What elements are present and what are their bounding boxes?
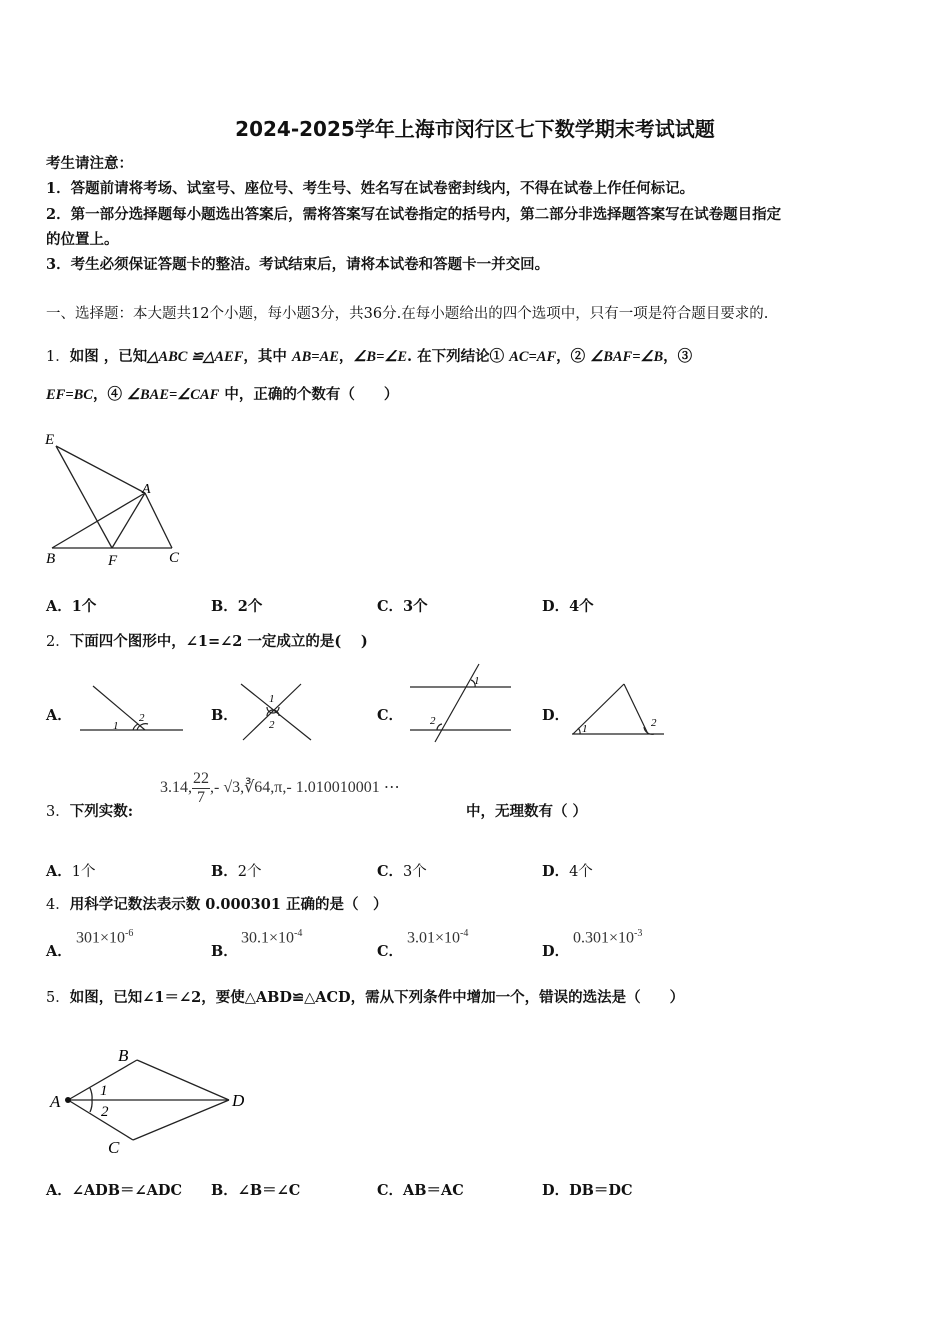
- q4-option-a-value[interactable]: [76, 928, 133, 947]
- page-title: 2024-2025学年上海市闵行区七下数学期末考试试题: [235, 117, 715, 141]
- q2-text: 下面四个图形中，∠1=∠2 一定成立的是( ): [69, 633, 368, 650]
- q1-math: ∠BAF=∠B: [590, 349, 664, 365]
- label-F: F: [108, 553, 118, 569]
- q2-option-b[interactable]: B．: [211, 707, 238, 724]
- q2b-angle-1: 1: [269, 693, 275, 705]
- option-letter: A．: [46, 863, 72, 880]
- sci-exponent: -4: [460, 928, 469, 939]
- q5-option-b[interactable]: B．∠B＝∠C: [211, 1182, 301, 1199]
- q1-math: AB=AE: [291, 349, 339, 365]
- sci-exponent: -4: [294, 928, 303, 939]
- q1-text: ，②: [556, 348, 591, 365]
- q2c-angle-1: 1: [474, 675, 480, 687]
- q1-text: ，: [338, 348, 354, 365]
- label-A: A: [142, 482, 151, 497]
- notice-item-2: 2．第一部分选择题每小题选出答案后，需将答案写在试卷指定的括号内，第二部分非选择题答案写在试卷题目指定: [46, 206, 782, 223]
- q3-option-c[interactable]: [377, 860, 427, 881]
- q3-num: 3．: [46, 804, 70, 820]
- sci-base: 301×10: [76, 929, 126, 947]
- q4-option-d-letter[interactable]: D．: [542, 943, 570, 960]
- q2c-angle-2: 2: [430, 715, 436, 727]
- question-2: [46, 630, 368, 651]
- sci-exponent: -6: [125, 928, 134, 939]
- q5-text: 如图，已知∠1＝∠2，要使△ABD≌△ACD，需从下列条件中增加一个，错误的选法是（ ）: [69, 989, 685, 1006]
- option-value: 2个: [237, 864, 262, 880]
- q1-text: ，③: [663, 348, 693, 365]
- question-1-line-1: [46, 345, 692, 366]
- q1-text: 如图 ，已知: [69, 348, 148, 365]
- q5-kite-figure: [44, 1040, 259, 1160]
- label-D: D: [232, 1091, 245, 1110]
- q2d-angle-1: 1: [582, 723, 588, 735]
- section-heading: 一、选择题：本大题共12个小题，每小题3分，共36分.在每小题给出的四个选项中，只有一项是符合题目要求的.: [46, 306, 769, 322]
- q4-text: 用科学记数法表示数 0.000301 正确的是（ ）: [69, 896, 388, 913]
- q3-suffix: 中，无理数有（ ）: [466, 803, 588, 820]
- label-B: B: [118, 1046, 129, 1065]
- notice-item-3: 3．考生必须保证答题卡的整洁。考试结束后，请将本试卷和答题卡一并交回。: [46, 256, 550, 273]
- q1-math: EF=BC: [46, 387, 93, 403]
- q4-option-b-letter[interactable]: B．: [211, 943, 238, 960]
- angle-1: 1: [100, 1083, 108, 1099]
- q3-option-d[interactable]: [542, 860, 593, 881]
- q2-figure-a: [75, 680, 187, 740]
- q3-number-list: [160, 770, 400, 806]
- option-value: 1个: [71, 864, 96, 880]
- angle-2: 2: [101, 1104, 109, 1120]
- option-letter: D．: [542, 863, 570, 880]
- q1-option-b[interactable]: B．2个: [211, 598, 263, 615]
- q4-option-b-value[interactable]: [241, 928, 302, 947]
- question-5: [46, 986, 684, 1007]
- q5-num: 5．: [46, 990, 70, 1006]
- q1-option-c[interactable]: C．3个: [377, 598, 428, 615]
- q2-option-d[interactable]: D．: [542, 707, 570, 724]
- label-A: A: [50, 1092, 61, 1111]
- q2-num: 2．: [46, 634, 70, 650]
- q5-option-a[interactable]: A．∠ADB＝∠ADC: [46, 1182, 182, 1199]
- q4-option-c-letter[interactable]: C．: [377, 943, 404, 960]
- label-C: C: [169, 550, 180, 566]
- fraction-denominator: 7: [197, 788, 205, 806]
- q2-option-c[interactable]: C．: [377, 707, 404, 724]
- q3-math: 3.14,: [160, 778, 192, 796]
- question-1-line-2: [46, 383, 398, 404]
- label-C: C: [108, 1138, 120, 1157]
- q3-option-a[interactable]: [46, 860, 96, 881]
- q2-figure-c: [405, 660, 517, 746]
- notice-item-1: 1．答题前请将考场、试室号、座位号、考生号、姓名写在试卷密封线内，不得在试卷上作任何标记。: [46, 180, 695, 197]
- q3-prefix: 下列实数:: [69, 803, 134, 820]
- option-value: 4个: [569, 864, 593, 880]
- q1-text: . 在下列结论①: [407, 348, 510, 365]
- sci-base: 30.1×10: [241, 929, 295, 947]
- sci-base: 0.301×10: [573, 929, 635, 947]
- q4-option-d-value[interactable]: [573, 928, 642, 947]
- question-4: [46, 893, 388, 914]
- notice-heading: 考生请注意：: [46, 155, 133, 172]
- q2a-angle-1: 1: [113, 720, 119, 732]
- q1-option-d[interactable]: D．4个: [542, 598, 594, 615]
- q1-math: ∠B=∠E: [353, 349, 408, 365]
- sci-base: 3.01×10: [407, 929, 461, 947]
- q1-text: 中，正确的个数有（ ）: [219, 386, 399, 403]
- q2-figure-b: [235, 680, 320, 744]
- label-E: E: [45, 432, 55, 448]
- q2d-angle-2: 2: [651, 717, 657, 729]
- q2a-angle-2: 2: [139, 712, 145, 724]
- q2-option-a[interactable]: A．: [46, 707, 72, 724]
- q4-num: 4．: [46, 897, 70, 913]
- option-letter: C．: [377, 863, 404, 880]
- q1-text: ，④: [92, 386, 128, 403]
- q4-option-a-letter[interactable]: A．: [46, 943, 72, 960]
- q2b-angle-2: 2: [269, 719, 275, 731]
- q1-option-a[interactable]: A．1个: [46, 598, 97, 615]
- sci-exponent: -3: [634, 928, 643, 939]
- q1-text: ，其中: [243, 348, 292, 365]
- q1-triangle-figure: [40, 425, 200, 575]
- fraction-22-7: [192, 770, 210, 806]
- question-3-label: [46, 800, 133, 821]
- notice-item-2-cont: 的位置上。: [46, 231, 119, 248]
- q5-option-d[interactable]: D．DB＝DC: [542, 1182, 633, 1199]
- q4-option-c-value[interactable]: [407, 928, 468, 947]
- q1-math: AC=AF: [509, 349, 557, 365]
- label-B: B: [46, 551, 56, 567]
- q1-math: ∠BAE=∠CAF: [127, 387, 220, 403]
- q3-math: ,- √3,∛64,π,- 1.010010001 ⋯: [210, 778, 400, 796]
- fraction-numerator: 22: [193, 770, 209, 787]
- option-letter: B．: [211, 863, 238, 880]
- point-A-dot: [65, 1097, 71, 1103]
- option-value: 3个: [403, 864, 427, 880]
- q1-math: △ABC ≌△AEF: [147, 349, 244, 365]
- q5-option-c[interactable]: C．AB＝AC: [377, 1182, 464, 1199]
- q1-num: 1．: [46, 349, 70, 365]
- q3-option-b[interactable]: [211, 860, 262, 881]
- q2-figure-d: [568, 680, 670, 742]
